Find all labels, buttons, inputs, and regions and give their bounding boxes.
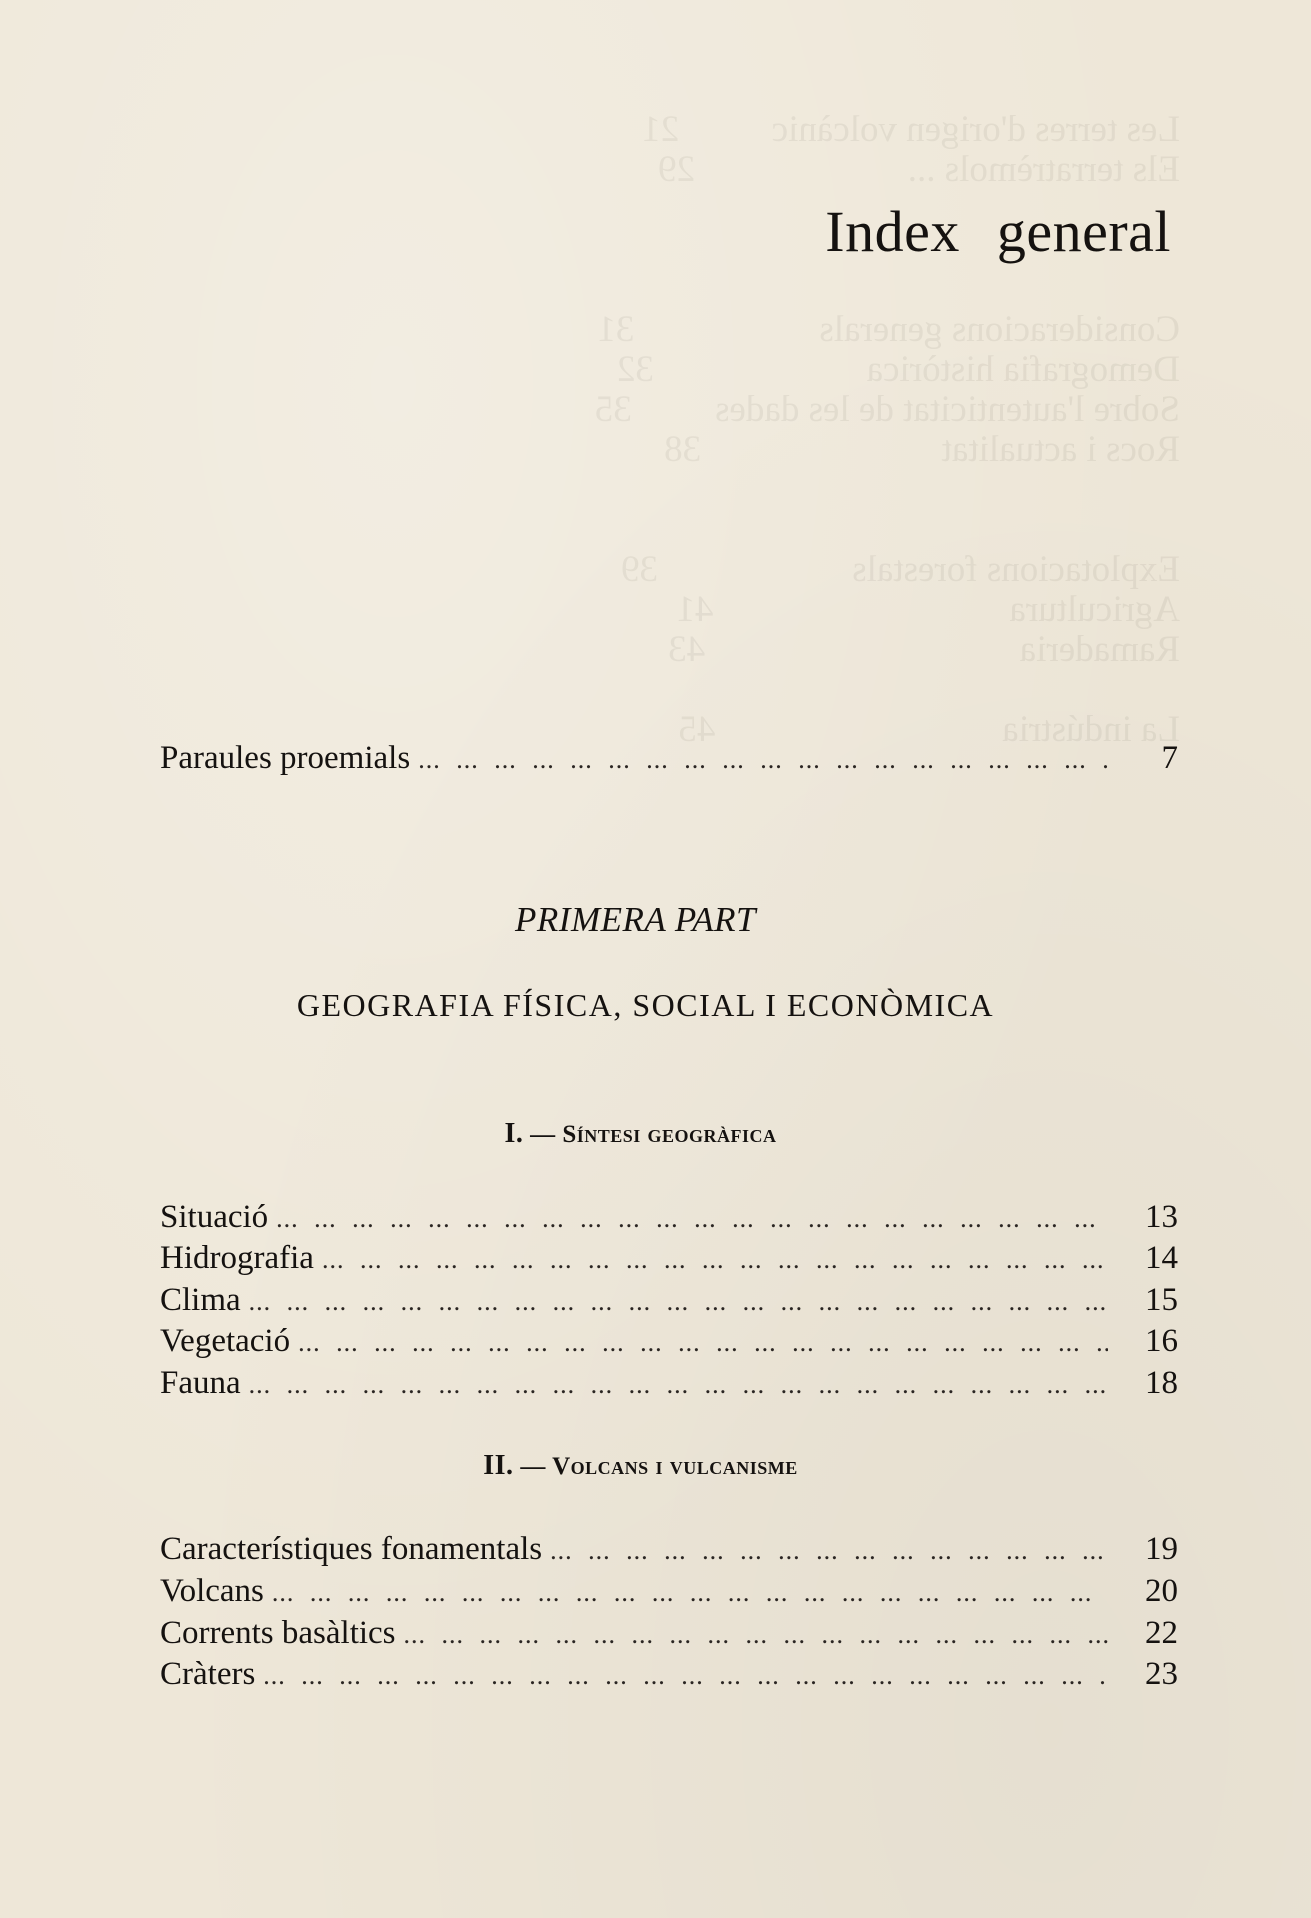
- chapter-dash: —: [530, 1121, 556, 1148]
- toc-page-number: 14: [1145, 1240, 1178, 1276]
- toc-entry-clima[interactable]: [160, 1279, 1178, 1321]
- toc-page-number: 15: [1145, 1282, 1178, 1318]
- dot-leader: [542, 1530, 1108, 1572]
- toc-page-number: 13: [1145, 1199, 1178, 1235]
- chapter-heading-2: [0, 1450, 1311, 1482]
- toc-page-number: 18: [1145, 1365, 1178, 1401]
- dot-leader: [410, 739, 1108, 781]
- toc-page-number: 22: [1145, 1615, 1178, 1651]
- toc-entry-label: Corrents basàltics: [160, 1615, 396, 1651]
- toc-entry-volcans[interactable]: [160, 1570, 1178, 1612]
- chapter-heading-1: [0, 1118, 1311, 1150]
- dot-leader: [241, 1281, 1108, 1323]
- toc-page-number: 23: [1145, 1656, 1178, 1692]
- chapter-number: I.: [504, 1118, 524, 1149]
- toc-entry-label: Clima: [160, 1282, 241, 1318]
- toc-entry-fauna[interactable]: [160, 1362, 1178, 1404]
- toc-entry-label: Paraules proemials: [160, 740, 411, 776]
- show-through-text: Les terres d'origen volcànic 21 Els terratrèmols ... 29 Consideracions generals 31 Demografia històrica 32 Sobre l'autenticitat de les dades 35 Rocs i actualitat 38 Explotacions forestals 39 Agricultura 41 Ramaderia 43 La indústria 45: [594, 109, 1180, 750]
- dot-leader: [268, 1198, 1108, 1240]
- dot-leader: [396, 1614, 1108, 1656]
- toc-entry-situacio[interactable]: [160, 1196, 1178, 1238]
- part-subheading: GEOGRAFIA FÍSICA, SOCIAL I ECONÒMICA: [296, 987, 995, 1023]
- toc-entry-caracteristiques-fonamentals[interactable]: [160, 1528, 1178, 1570]
- dot-leader: [255, 1655, 1108, 1697]
- part-heading: PRIMERA PART: [515, 900, 756, 939]
- dot-leader: [314, 1239, 1108, 1281]
- toc-entry-vegetacio[interactable]: [160, 1320, 1178, 1362]
- chapter-title: Volcans i vulcanisme: [552, 1453, 798, 1480]
- toc-entry-label: Característiques fonamentals: [160, 1531, 543, 1567]
- toc-entry-label: Volcans: [160, 1573, 264, 1609]
- toc-entry-label: Hidrografia: [160, 1240, 314, 1276]
- toc-entry-hidrografia[interactable]: [160, 1237, 1178, 1279]
- toc-page-number: 20: [1145, 1573, 1178, 1609]
- chapter-number: II.: [483, 1450, 514, 1481]
- toc-entry-label: Cràters: [160, 1656, 256, 1692]
- toc-entry-craters[interactable]: [160, 1653, 1178, 1695]
- toc-page-number: 19: [1145, 1531, 1178, 1567]
- toc-page-number: 16: [1145, 1323, 1178, 1359]
- dot-leader: [264, 1572, 1108, 1614]
- toc-entry-label: Fauna: [160, 1365, 241, 1401]
- dot-leader: [241, 1364, 1108, 1406]
- dot-leader: [290, 1322, 1108, 1364]
- chapter-title: Síntesi geogràfica: [562, 1121, 777, 1148]
- toc-page-number: 7: [1161, 740, 1178, 776]
- toc-entry-paraules-proemials[interactable]: [160, 737, 1178, 779]
- toc-entry-corrents-basaltics[interactable]: [160, 1612, 1178, 1654]
- chapter-dash: —: [520, 1453, 546, 1480]
- page-title: Index general: [825, 199, 1171, 264]
- toc-entry-label: Vegetació: [160, 1323, 291, 1359]
- toc-entry-label: Situació: [160, 1199, 269, 1235]
